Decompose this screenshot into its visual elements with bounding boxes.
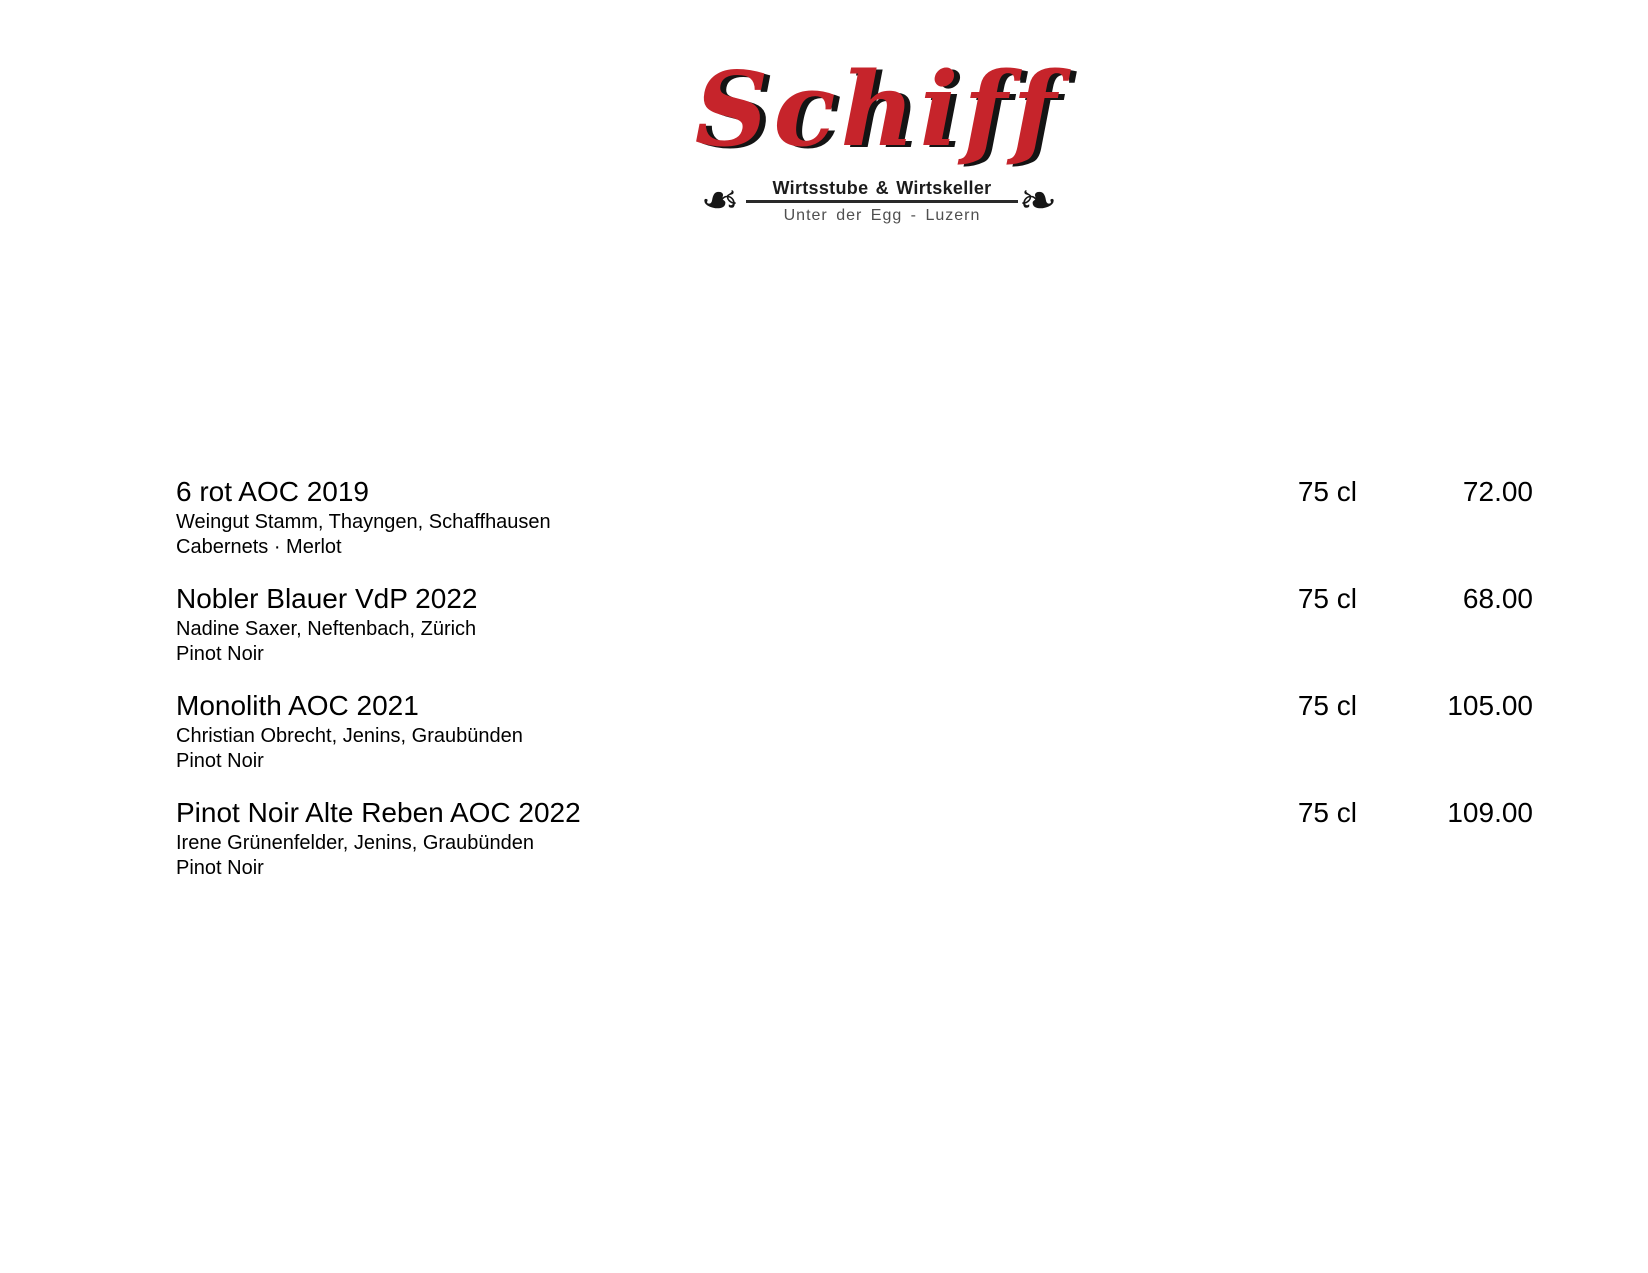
brand-wordmark: Schiff: [694, 50, 1062, 170]
wine-producer: Weingut Stamm, Thayngen, Schaffhausen: [176, 511, 551, 533]
wine-grapes: Pinot Noir: [176, 750, 264, 772]
wine-producer: Christian Obrecht, Jenins, Graubünden: [176, 725, 523, 747]
wine-size: 75 cl: [1297, 690, 1357, 721]
wine-price: 68.00: [1462, 583, 1533, 614]
wine-size: 75 cl: [1297, 583, 1357, 614]
wine-item: [176, 584, 1533, 667]
wine-item: [176, 691, 1533, 774]
wine-item: [176, 798, 1533, 881]
wine-price: 105.00: [1447, 690, 1533, 721]
wine-grapes: Pinot Noir: [176, 643, 264, 665]
wine-title: 6 rot AOC 2019: [176, 476, 370, 507]
wine-title: Pinot Noir Alte Reben AOC 2022: [176, 797, 581, 828]
logo-location: Unter der Egg - Luzern: [783, 207, 981, 224]
wine-title: Monolith AOC 2021: [176, 690, 419, 721]
fleuron-left-icon: ❧: [700, 173, 740, 227]
wine-producer: Irene Grünenfelder, Jenins, Graubünden: [176, 832, 535, 854]
wine-grapes: Cabernets · Merlot: [176, 536, 342, 558]
wine-size: 75 cl: [1297, 476, 1357, 507]
fleuron-right-icon: ❧: [1018, 173, 1058, 227]
wine-producer: Nadine Saxer, Neftenbach, Zürich: [176, 618, 477, 640]
wine-size: 75 cl: [1297, 797, 1357, 828]
wine-price: 109.00: [1447, 797, 1533, 828]
wine-list: [176, 0, 1533, 1273]
wine-price: 72.00: [1462, 476, 1533, 507]
logo-tagline: Wirtsstube & Wirtskeller: [772, 178, 992, 198]
wine-grapes: Pinot Noir: [176, 857, 264, 879]
wine-title: Nobler Blauer VdP 2022: [176, 583, 478, 614]
wine-item: [176, 477, 1533, 560]
